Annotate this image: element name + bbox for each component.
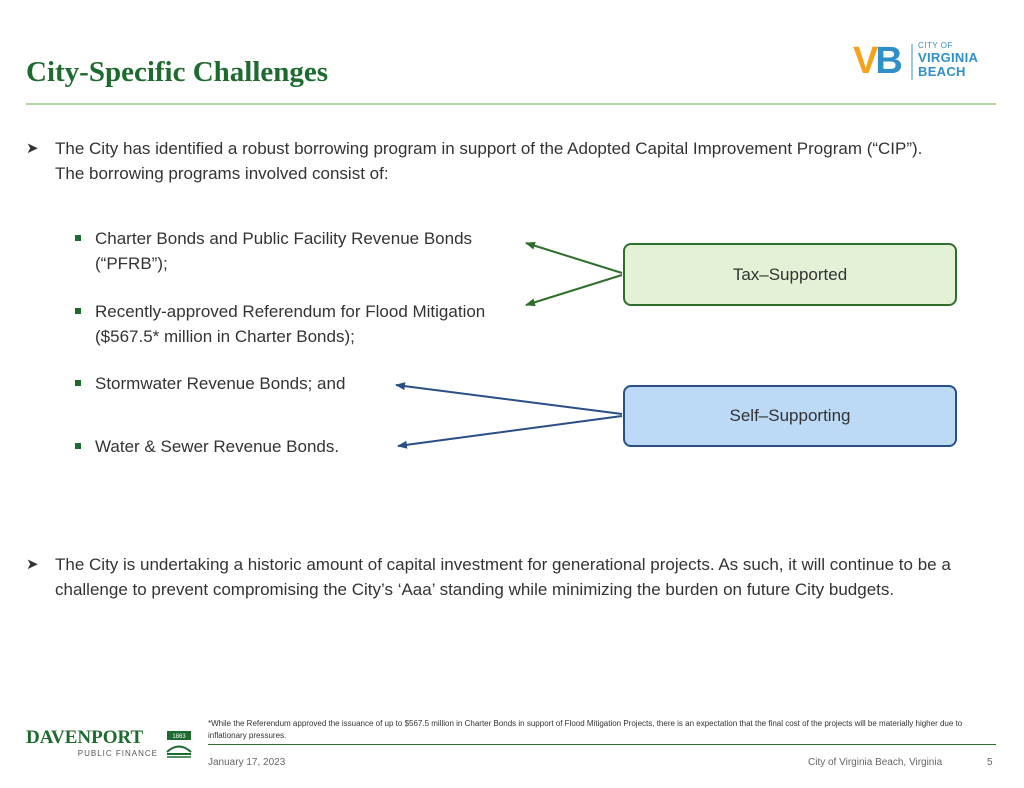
footer-divider xyxy=(208,744,996,745)
self-supporting-box: Self–Supporting xyxy=(623,385,957,447)
davenport-logo: DAVENPORT PUBLIC FINANCE xyxy=(26,727,158,758)
virginia-beach-logo xyxy=(853,40,993,84)
footer-organization: City of Virginia Beach, Virginia xyxy=(808,757,943,768)
vb-logo-mark: VB xyxy=(853,40,900,82)
square-bullet-icon xyxy=(75,308,81,314)
page-number: 5 xyxy=(987,757,993,768)
footer-date: January 17, 2023 xyxy=(208,757,286,768)
square-bullet-icon xyxy=(75,443,81,449)
square-bullet-icon xyxy=(75,380,81,386)
square-bullet-icon xyxy=(75,235,81,241)
title-divider xyxy=(26,103,996,105)
arrow-bullet-icon: ➤ xyxy=(26,556,39,573)
slide-title: City-Specific Challenges xyxy=(26,56,329,88)
arrow-bullet-icon: ➤ xyxy=(26,140,39,157)
logo-divider xyxy=(911,44,913,80)
tax-supported-box: Tax–Supported xyxy=(623,243,957,306)
svg-text:1863: 1863 xyxy=(172,734,186,740)
logo-city-text: CITY OF VIRGINIA BEACH xyxy=(918,41,979,79)
arrow-tax-to-charter xyxy=(526,243,622,273)
davenport-bridge-icon xyxy=(166,730,192,758)
arrow-tax-to-flood xyxy=(526,275,622,305)
footnote: *While the Referendum approved the issuance of up to $567.5 million in Charter Bonds in support of Flood Mitigation Projects, there is an expectation that the final cost of the projects will be materially higher due to inflationary pressures. xyxy=(208,719,963,740)
